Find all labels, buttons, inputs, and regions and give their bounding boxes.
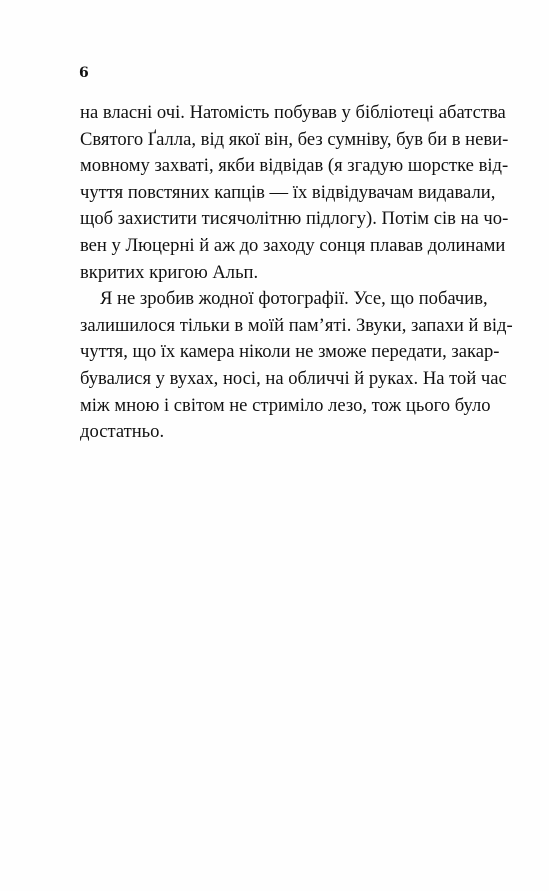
text-line: Я не зробив жодної фотографії. Усе, що побачив, [100,288,488,310]
text-line: чуття повстяних капців — їх відвідувачам видавали, [80,181,496,203]
text-line: мовному захваті, якби відвідав (я згадую шорстке від- [80,155,509,177]
text-line: вкритих кригою Альп. [80,261,259,283]
text-line: вен у Люцерні й аж до заходу сонця плавав долинами [80,234,506,256]
text-line: між мною і світом не стриміло лезо, тож цього було [80,394,491,416]
paragraph-2 [80,286,513,446]
text-line: щоб захистити тисячолітню підлогу). Потім сів на чо- [80,208,509,230]
text-line: Святого Ґалла, від якої він, без сумніву, був би в неви- [80,128,509,150]
text-line: залишилося тільки в моїй пам’яті. Звуки, запахи й від- [80,314,513,336]
text-line: достатньо. [80,421,165,443]
page-number: 6 [79,65,89,81]
text-line: бувалися у вухах, носі, на обличчі й руках. На той час [80,367,507,389]
paragraph-1 [80,100,509,286]
body-text [80,100,513,446]
text-line: чуття, що їх камера ніколи не зможе передати, закар- [80,341,500,363]
text-line: на власні очі. Натомість побував у бібліотеці абатства [80,102,506,123]
